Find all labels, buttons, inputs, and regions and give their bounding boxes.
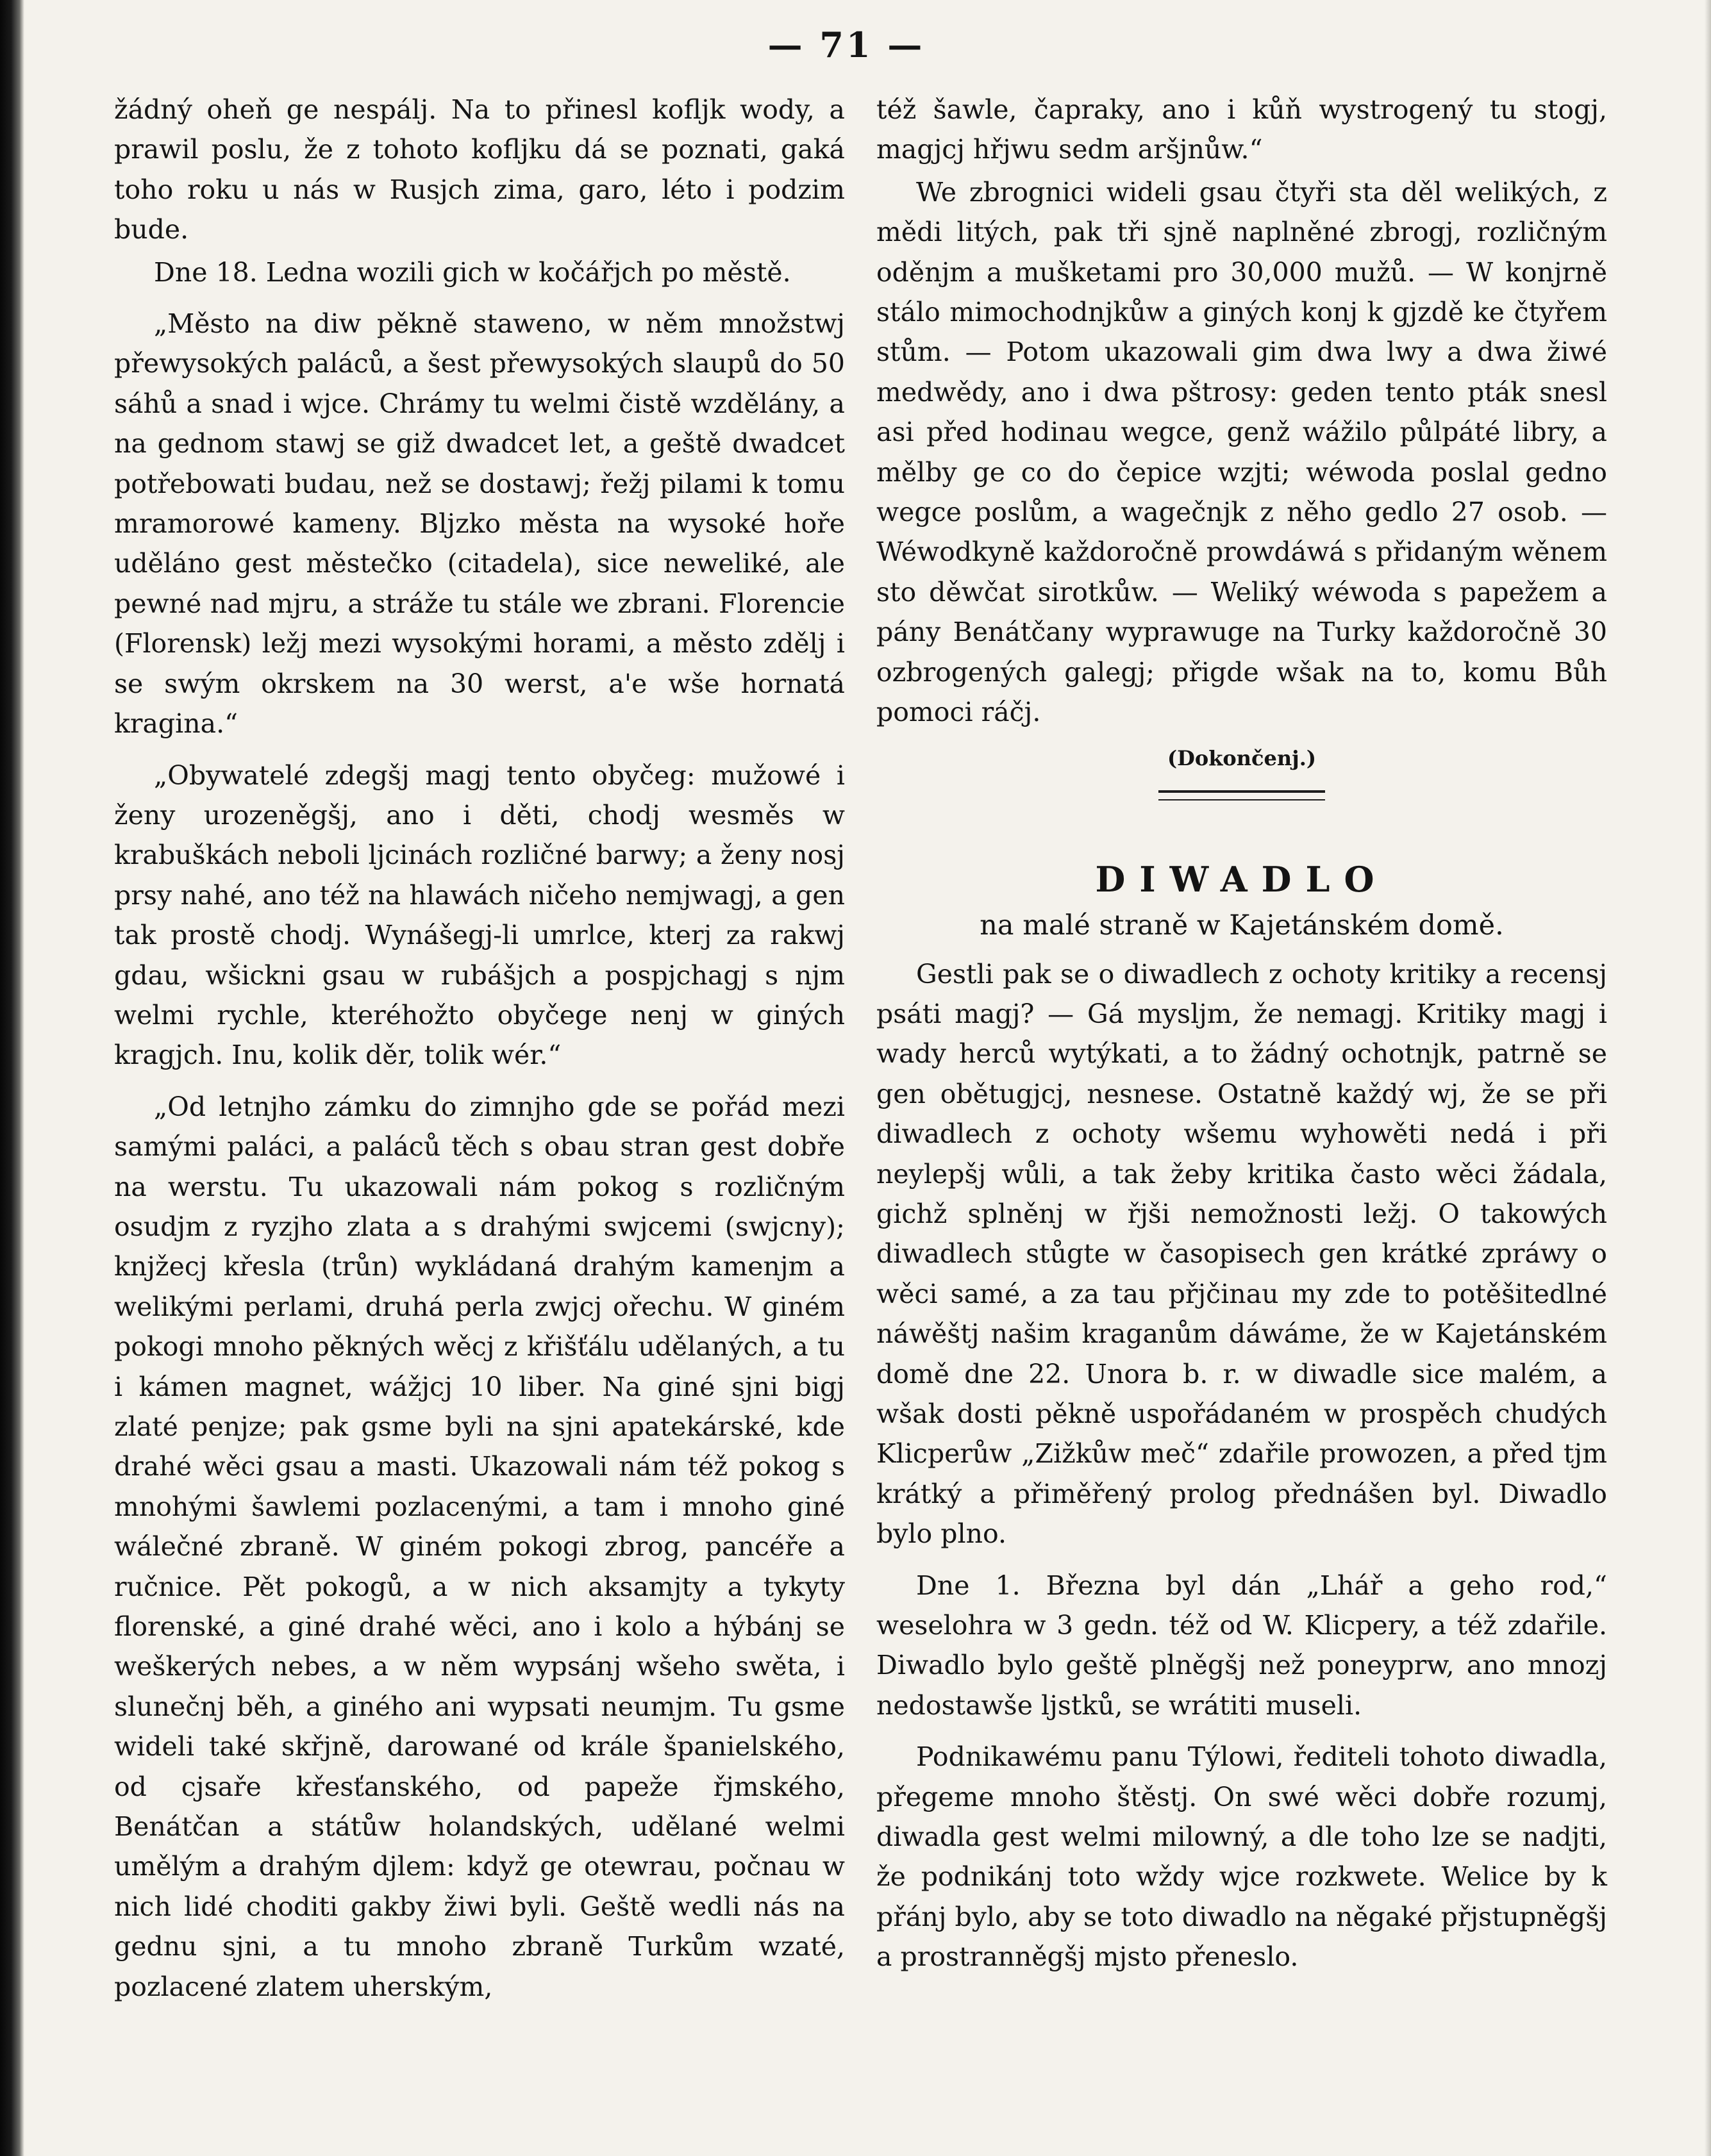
left-paragraph-4: „Obywatelé zdegšj magj tento obyčeg: mužowé i ženy urozeněgšj, ano i děti, chodj wesměs w krabuškách neboli ljcinách rozličné barwy; a ženy nosj prsy nahé, ano též na hlawách ničeho nemjwagj, a gen tak prostě chodj. Wynášegj-li umrlce, kterj za rakwj gdau, wšickni gsau w rubášjch a pospjchagj s njm welmi rychle, kteréhožto obyčege nenj w giných kragjch. Inu, kolik děr, tolik wér.“ bbox=[114, 759, 845, 1071]
left-column bbox=[114, 90, 845, 2018]
theatre-paragraph-1: Gestli pak se o diwadlech z ochoty kritiky a recensj psáti magj? — Gá myslјm, že nemagj. Kritiky magj i wady herců wytýkati, a to žádný ochotnjk, patrně se gen obětugjcj, nesnese. Ostatně každý wj, že se při diwadlech z ochoty wšemu wyhowěti nedá i při neylepšj wůli, a tak žeby kritika často wěci žádala, gichž splněnj w řjši nemožnosti ležj. O takowých diwadlech stůgte w časopisech gen krátké zpráwy o wěci samé, a za tau přjčinau my zde to potěšitedlné náwěštj našim kraganům dáwáme, že w Kajetánském domě dne 22. Unora b. r. w diwadle sice malém, a wšak dosti pěkně uspořádaném w prospěch chudých Klicperůw „Zižkůw meč“ zdařile prowozen, a před tjm krátký a přiměřený prolog přednášen byl. Diwadlo bylo plno. bbox=[876, 958, 1607, 1550]
theatre-paragraph-2: Dne 1. Března byl dán „Lhář a geho rod,“ weselohra w 3 gedn. též od W. Klicpery, a též zdařile. Diwadlo bylo geště plněgšj než poneyprw, ano mnozj nedostawše ljstků, se wrátiti museli. bbox=[876, 1570, 1607, 1721]
theatre-paragraph-3: Podnikawému panu Týlowi, řediteli tohoto diwadla, přegeme mnoho štěstj. On swé wěci dobře rozumj, diwadla gest welmi milowný, a dle toho lze se nadjti, že podnikánj toto wždy wjce rozkwete. Welice by k přánj bylo, aby se toto diwadlo na něgaké přjstupněgšj a prostranněgšj mjsto přeneslo. bbox=[876, 1741, 1607, 1973]
section-divider bbox=[1158, 790, 1325, 800]
left-paragraph-1: žádný oheň ge nespálj. Na to přinesl kofljk wody, a prawil poslu, že z tohoto kofljku dá se poznati, gaká toho roku u nás w Rusjch zima, garo, léto i podzim bude. bbox=[114, 94, 845, 245]
scan-binding-shadow bbox=[0, 0, 24, 2156]
section-subtitle: na malé straně w Kajetánském domě. bbox=[980, 909, 1504, 941]
right-paragraph-2: We zbrognici wideli gsau čtyři sta děl welikých, z mědi litých, pak tři sjně naplněné zbrogj, rozličným oděnjm a mušketami pro 30,000 mužů. — W konjrně stálo mimochodnjkůw a giných konj k gjzdě ke čtyřem stům. — Potom ukazowali gim dwa lwy a dwa žiwé medwědy, ano i dwa pštrosy: geden tento pták snesl asi před hodinau wegce, genž wážilo půlpáté libry, a mělby ge co do čepice wzjti; wéwoda poslal gedno wegce poslům, a wagečnjk z něho gedlo 27 osob. — Wéwodkyně každoročně prowdáwá s přidaným wěnem sto děwčat sirotkůw. — Weliký wéwoda s papežem a pány Benátčany wyprawuge na Turky každoročně 30 ozbrogených galegj; přigde wšak na to, komu Bůh pomoci ráčj. bbox=[876, 176, 1607, 728]
left-paragraph-5: „Od letnjho zámku do zimnjho gde se pořád mezi samými paláci, a paláců těch s obau stran gest dobře na werstu. Tu ukazowali nám pokog s rozličným osudjm z ryzjho zlata a s drahými swjcemi (swjcny); knjžecj křesla (trůn) wykládaná drahým kamenjm a welikými perlami, druhá perla zwjcj ořechu. W giném pokogi mnoho pěkných wěcj z křišťálu udělaných, a tu i kámen magnet, wážjcj 10 liber. Na giné sjni bigj zlaté penjze; pak gsme byli na sjni apatekárské, kde drahé wěci gsau a masti. Ukazowali nám též pokog s mnohými šawlemi pozlacenými, a tam i mnoho giné wálečné zbraně. W giném pokogi zbrog, pancéře a ručnice. Pět pokogů, a w nich aksamjty a tykyty florenské, a giné drahé wěci, ano i kolo a hýbánj se weškerých nebes, a w něm wypsánj wšeho swěta, i slunečnj běh, a giného ani wypsati neumjm. Tu gsme wideli také skřjně, darowané od krále španielského, od cjsaře křesťanského, od papeže řjmského, Benátčan a státůw holandských, udělané welmi umělým a drahým djlem: když ge otewrau, počnau w nich lidé choditi gakby žiwi byli. Geště wedli nás na gednu sjni, a tu mnoho zbraně Turkům wzaté, pozlacené zlatem uherským, bbox=[114, 1091, 845, 2002]
right-column bbox=[876, 90, 1607, 1989]
right-paragraph-1: též šawle, čapraky, ano i kůň wystrogený tu stogj, magjcj hřjwu sedm aršjnůw.“ bbox=[876, 94, 1607, 165]
scan-page-edge bbox=[1705, 0, 1711, 2156]
left-paragraph-2: Dne 18. Ledna wozili gich w kočářjch po městě. bbox=[154, 256, 791, 288]
left-paragraph-3: „Město na diw pěkně staweno, w něm množstwj přewysokých paláců, a šest přewysokých slaupů do 50 sáhů a snad i wjce. Chrámy tu welmi čistě wzdělány, a na gednom stawj se giž dwadcet let, a geště dwadcet potřebowati budau, než se dostawj; řežj pilami k tomu mramorowé kameny. Bljzko města na wysoké hoře uděláno gest městečko (citadela), sice neweliké, ale pewné nad mjru, a stráže tu stále we zbrani. Florencie (Florensk) ležj mezi wysokými horami, a město zdělj i se swým okrskem na 30 werst, a'e wše hornatá kragina.“ bbox=[114, 308, 845, 740]
section-title: DIWADLO bbox=[1095, 858, 1389, 900]
article-closing-note: (Dokončenj.) bbox=[1167, 745, 1316, 770]
page-number: — 71 — bbox=[767, 24, 925, 65]
